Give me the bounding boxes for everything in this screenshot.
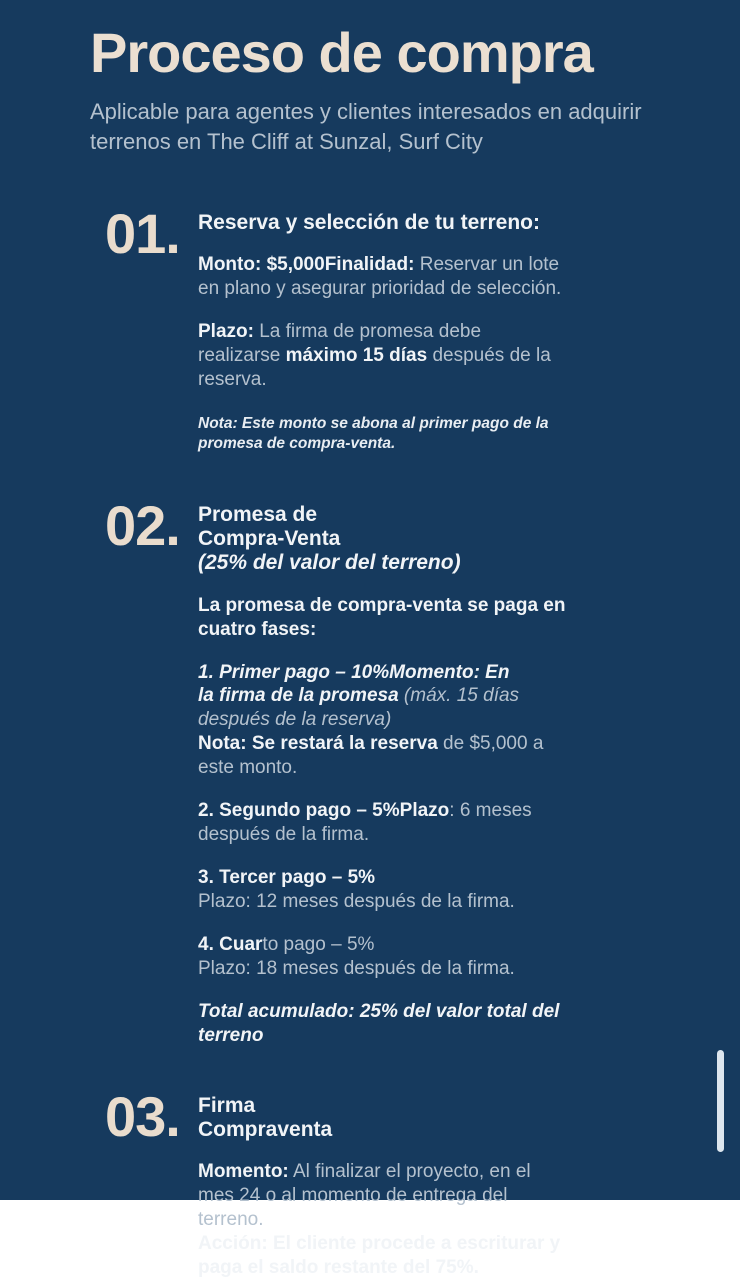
step-2-number: 02. [105,493,180,557]
step-1-number: 01. [105,201,180,265]
step-2-phase-2: 2. Segundo pago – 5%Plazo: 6 meses después de la firma. [198,800,532,846]
step-2-total: Total acumulado: 25% del valor total del terreno [198,1000,560,1046]
step-3-content [198,1092,570,1280]
step-2-phase-4: 4. Cuarto pago – 5% Plazo: 18 meses después de la firma. [198,933,515,979]
page-title: Proceso de compra [90,21,593,84]
step-2-phase-3: 3. Tercer pago – 5% Plazo: 12 meses después de la firma. [198,867,515,913]
step-1-content [198,209,570,455]
step-2-heading: Promesa de Compra-Venta (25% del valor del terreno) [198,502,461,575]
step-1-note: Nota: Este monto se abona al primer pago de la promesa de compra-venta. [198,414,549,453]
step-3-section [0,1084,740,1280]
page-header [0,0,740,157]
step-3-number: 03. [105,1084,180,1148]
step-1-section [0,201,740,455]
page-subtitle: Aplicable para agentes y clientes interesados en adquirir terrenos en The Cliff at Sunzal, Surf City [90,98,642,154]
step-2-section [0,493,740,1048]
step-3-heading: Firma Compraventa [198,1093,333,1142]
step-1-paragraph-plazo: Plazo: La firma de promesa debe realizarse máximo 15 días después de la reserva. [198,320,551,390]
step-2-content [198,501,570,1048]
step-1-heading: Reserva y selección de tu terreno: [198,210,540,234]
step-2-intro: La promesa de compra-venta se paga en cuatro fases: [198,594,566,640]
step-3-paragraph: Momento: Al finalizar el proyecto, en el mes 24 o al momento de entrega del terreno. Acción: El cliente procede a escriturar y paga el saldo restante del 75%. [198,1161,561,1279]
scrollbar-thumb[interactable] [717,1050,724,1152]
step-1-paragraph-monto: Monto: $5,000Finalidad: Reservar un lote en plano y asegurar prioridad de selección. [198,253,562,299]
step-2-phase-1: 1. Primer pago – 10%Momento: En la firma de la promesa (máx. 15 días después de la reserva) Nota: Se restará la reserva de $5,000 a este monto. [198,661,544,779]
